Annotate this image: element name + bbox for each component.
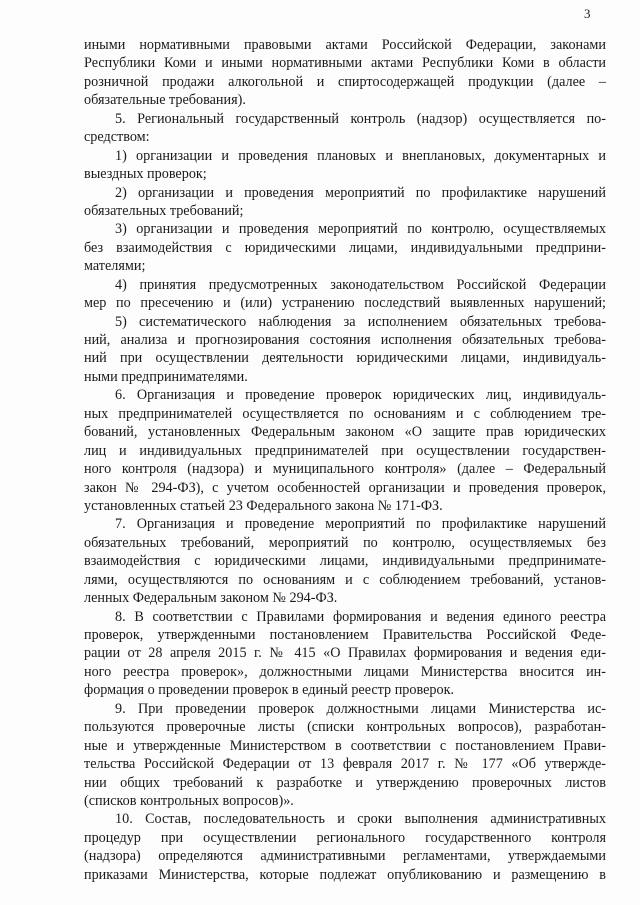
text-line: 4) принятия предусмотренных законодательством Российской Федерации xyxy=(115,276,606,293)
text-line: нии общих требований к разработке и утверждению проверочных листов xyxy=(84,774,606,791)
text-line: 8. В соответствии с Правилами формирования и ведения единого реестра xyxy=(115,608,606,625)
text-line: 6. Организация и проведение проверок юридических лиц, индивидуаль- xyxy=(115,387,606,404)
document-body xyxy=(84,36,606,884)
text-line: бований, установленных Федеральным законом «О защите прав юридических xyxy=(84,424,606,441)
text-line: ний, анализа и прогнозирования состояния исполнения обязательных требова- xyxy=(84,332,606,348)
text-line: 5) систематического наблюдения за исполнением обязательных требова- xyxy=(115,313,606,330)
text-line: установленных статьей 23 Федерального закона № 171-ФЗ. xyxy=(84,497,443,514)
text-line: 7. Организация и проведение мероприятий по профилактике нарушений xyxy=(115,516,606,533)
text-line: 1) организации и проведения плановых и внеплановых, документарных и xyxy=(115,147,606,164)
text-line: приказами Министерства, которые подлежат опубликованию и размещению в xyxy=(84,866,606,883)
text-line: тельства Российской Федерации от 13 февраля 2017 г. № 177 «Об утвержде- xyxy=(84,756,606,773)
text-line: 9. При проведении проверок должностными лицами Министерства ис- xyxy=(115,700,606,717)
text-line: лиц и индивидуальных предпринимателей при осуществлении государствен- xyxy=(84,442,606,459)
text-line: обязательных требований, мероприятий по контролю, осуществляемых без xyxy=(84,534,606,551)
text-line: ленных Федеральным законом № 294-ФЗ. xyxy=(84,590,338,607)
page-number: 3 xyxy=(584,6,591,21)
text-line: (надзора) определяются административными регламентами, утверждаемыми xyxy=(84,848,606,865)
text-line: процедур при осуществлении регионального государственного контроля xyxy=(84,829,606,846)
text-line: 10. Состав, последовательность и сроки выполнения административных xyxy=(115,811,606,828)
text-line: пользуются проверочные листы (списки контрольных вопросов), разработан- xyxy=(84,719,606,736)
text-line: формация о проведении проверок в единый реестр проверок. xyxy=(84,682,455,699)
text-line: мателями; xyxy=(84,258,146,275)
text-line: 3) организации и проведения мероприятий по контролю, осуществляемых xyxy=(115,221,606,238)
text-line: взаимодействия с юридическими лицами, индивидуальными предпринимате- xyxy=(84,553,606,570)
text-line: розничной продажи алкогольной и спиртосодержащей продукции (далее – xyxy=(84,73,606,90)
text-line: мер по пресечению и (или) устранению последствий выявленных нарушений; xyxy=(84,295,606,312)
text-line: ные и утвержденные Министерством в соответствии с постановлением Прави- xyxy=(84,737,606,754)
text-line: иными нормативными правовыми актами Российской Федерации, законами xyxy=(84,37,606,53)
text-line: выездных проверок; xyxy=(84,166,207,183)
text-line: обязательные требования). xyxy=(84,92,246,109)
text-line: средством: xyxy=(84,129,150,146)
text-line: лями, осуществляются по основаниям и с соблюдением требований, установ- xyxy=(84,571,606,588)
text-line: проверок, утвержденными постановлением Правительства Российской Феде- xyxy=(84,627,606,643)
text-line: без взаимодействия с юридическими лицами, индивидуальными предприни- xyxy=(84,239,606,256)
text-line: ных предпринимателей осуществляется по основаниям и с соблюдением тре- xyxy=(84,405,606,422)
text-line: ными предпринимателями. xyxy=(84,368,248,385)
text-line: ний при осуществлении деятельности юридическими лицами, индивидуаль- xyxy=(84,350,606,367)
text-line: Республики Коми и иными нормативными актами Республики Коми в области xyxy=(84,55,606,72)
text-line: 2) организации и проведения мероприятий по профилактике нарушений xyxy=(115,184,606,201)
text-line: (списков контрольных вопросов)». xyxy=(84,792,294,809)
text-line: ного реестра проверок», должностными лицами Министерства вносится ин- xyxy=(84,663,606,680)
text-line: закон № 294-ФЗ), с учетом особенностей организации и проведения проверок, xyxy=(84,479,606,496)
text-line: рации от 28 апреля 2015 г. № 415 «О Правилах формирования и ведения еди- xyxy=(84,645,606,662)
text-line: ного контроля (надзора) и муниципального контроля» (далее – Федеральный xyxy=(84,461,606,478)
text-line: обязательных требований; xyxy=(84,202,244,219)
text-line: 5. Региональный государственный контроль (надзор) осуществляется по- xyxy=(115,110,606,127)
